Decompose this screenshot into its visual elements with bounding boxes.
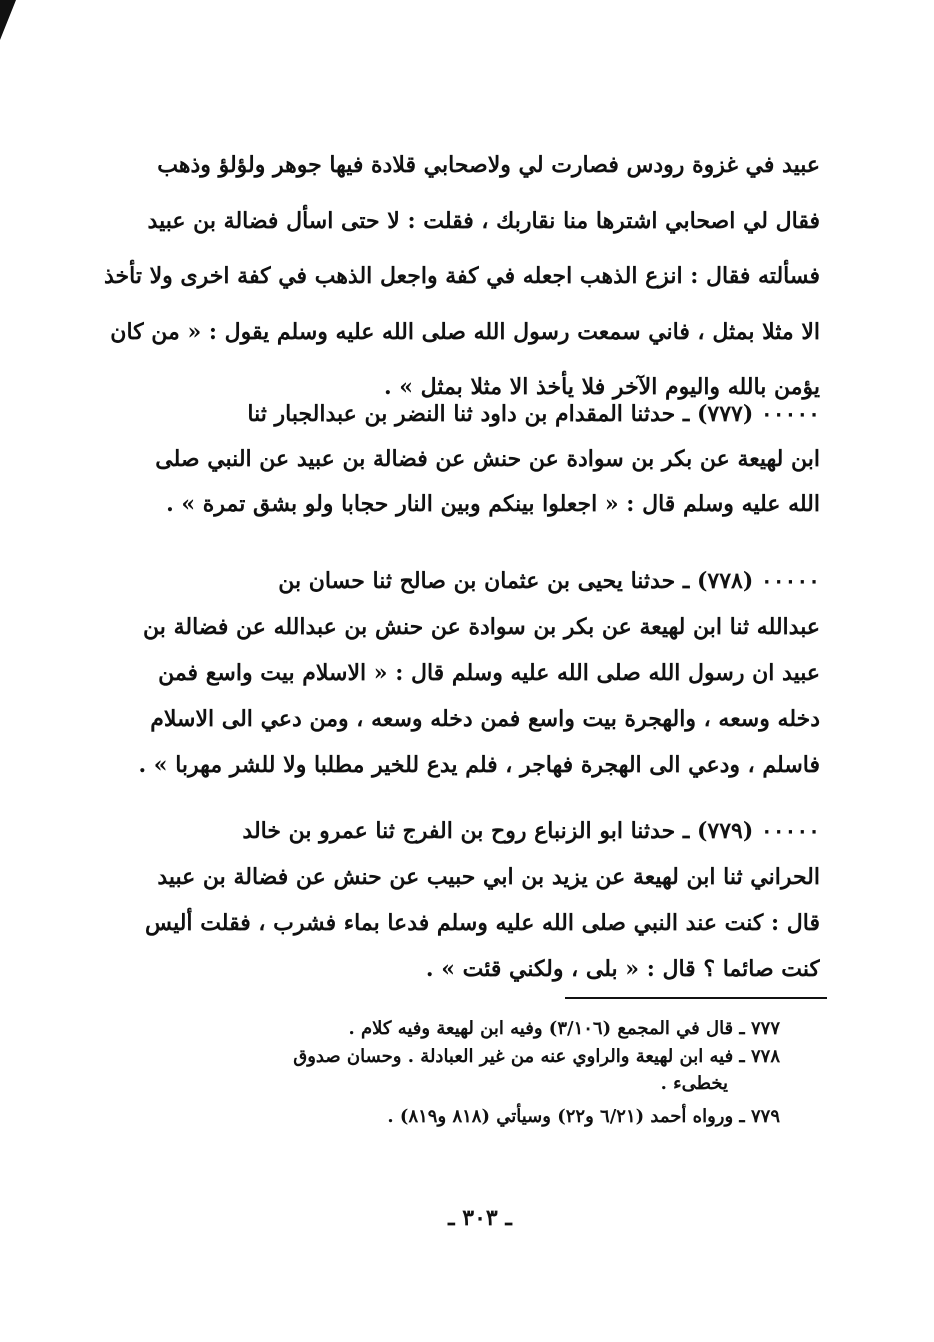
text-line: فسألته فقال : انزع الذهب اجعله في كفة واجعل الذهب في كفة اخرى ولا تأخذ	[103, 263, 820, 289]
paragraph-continuation	[96, 138, 820, 416]
text-line: ٠٠٠٠٠ (٧٧٧) ـ حدثنا المقدام بن داود ثنا النضر بن عبدالجبار ثنا	[247, 401, 820, 427]
text-line: ٠٠٠٠٠ (٧٧٩) ـ حدثنا ابو الزنباع روح بن الفرج ثنا عمرو بن خالد	[242, 818, 820, 844]
text-line: قال : كنت عند النبي صلى الله عليه وسلم فدعا بماء فشرب ، فقلت أليس	[145, 910, 820, 936]
text-line: الا مثلا بمثل ، فاني سمعت رسول الله صلى الله عليه وسلم يقول : « من كان	[110, 318, 820, 345]
text-line: الحراني ثنا ابن لهيعة عن يزيد بن ابي حبيب عن حنش عن فضالة بن عبيد	[157, 864, 820, 890]
footnote-778: ٧٧٨ ـ فيه ابن لهيعة والراوي عنه من غير العبادلة . وحسان صدوق	[293, 1046, 780, 1067]
text-line: ٠٠٠٠٠ (٧٧٨) ـ حدثنا يحيى بن عثمان بن صالح ثنا حسان بن	[278, 568, 820, 594]
text-line: ابن لهيعة عن بكر بن سوادة عن حنش عن فضالة بن عبيد عن النبي صلى	[155, 446, 820, 472]
text-line: فقال لي اصحابي اشترها منا نقاربك ، فقلت : لا حتى اسأل فضالة بن عبيد	[147, 207, 820, 234]
text-line: يؤمن بالله واليوم الآخر فلا يأخذ الا مثلا بمثل » .	[383, 374, 820, 400]
page-number: ـ ٣٠٣ ـ	[448, 1205, 512, 1231]
footnote-divider	[565, 997, 827, 999]
hadith-778	[96, 558, 820, 788]
text-line: الله عليه وسلم قال : « اجعلوا بينكم وبين النار حجابا ولو بشق تمرة » .	[166, 491, 820, 517]
text-line: عبيد ان رسول الله صلى الله عليه وسلم قال : « الاسلام بيت واسع فمن	[158, 660, 820, 686]
footnote-778-continuation: يخطىء .	[660, 1073, 728, 1094]
footnote-777: ٧٧٧ ـ قال في المجمع (٣/١٠٦) وفيه ابن لهيعة وفيه كلام .	[348, 1018, 780, 1039]
text-line: فاسلم ، ودعي الى الهجرة فهاجر ، فلم يدع للخير مطلبا ولا للشر مهربا » .	[138, 752, 820, 778]
text-line: دخله وسعه ، والهجرة بيت واسع فمن دخله وسعه ، ومن دعي الى الاسلام	[150, 706, 820, 732]
footnotes	[120, 1015, 780, 1131]
footnote-779: ٧٧٩ ـ ورواه أحمد (٦/٢١ و٢٢) وسيأتي (٨١٨ و٨١٩) .	[387, 1106, 780, 1127]
corner-fold-mark	[0, 0, 16, 40]
text-line: كنت صائما ؟ قال : « بلى ، ولكني قئت » .	[425, 956, 820, 982]
hadith-779	[96, 808, 820, 992]
hadith-777	[96, 392, 820, 527]
text-line: عبيد في غزوة رودس فصارت لي ولاصحابي قلادة فيها جوهر ولؤلؤ وذهب	[157, 152, 820, 178]
text-line: عبدالله ثنا ابن لهيعة عن بكر بن سوادة عن حنش بن عبدالله عن فضالة بن	[143, 614, 820, 640]
